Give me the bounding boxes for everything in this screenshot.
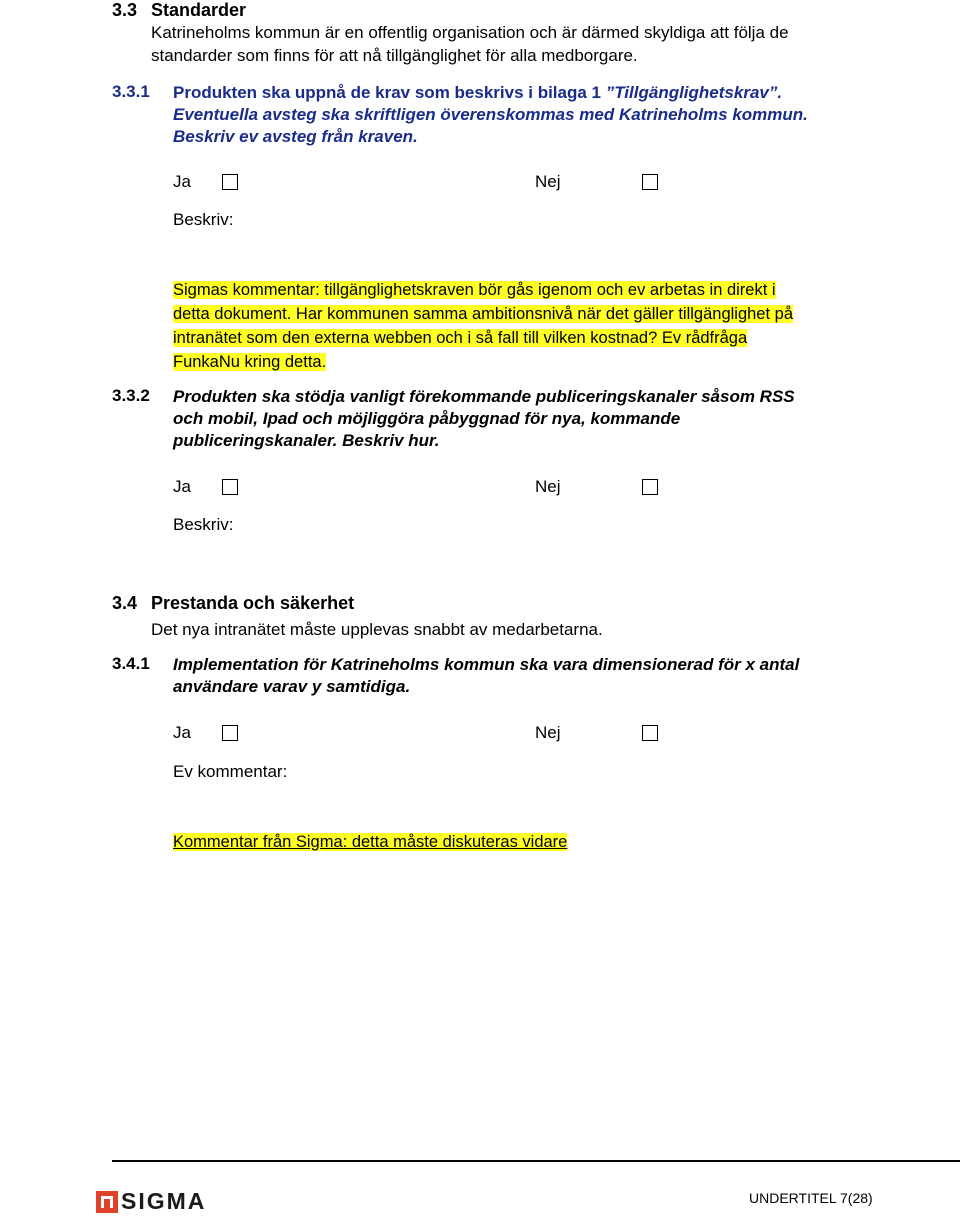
requirement-text-line: användare varav y samtidiga. [173, 677, 411, 696]
highlighted-text: Sigmas kommentar: tillgänglighetskraven bör gås igenom och ev arbetas in direkt i [173, 281, 776, 299]
nej-checkbox[interactable] [642, 174, 658, 190]
requirement-number-3-3-2: 3.3.2 [112, 386, 150, 405]
ja-label: Ja [173, 477, 191, 496]
section-title-standarder: Standarder [151, 0, 247, 20]
requirement-text-part: Produkten ska uppnå de krav som beskrivs i bilaga 1 [173, 83, 606, 102]
ja-label: Ja [173, 172, 191, 191]
nej-label: Nej [535, 172, 561, 191]
requirement-number-3-4-1: 3.4.1 [112, 654, 150, 673]
requirement-text-line: Produkten ska stödja vanligt förekommande publiceringskanaler såsom RSS [173, 387, 795, 406]
sigma-logo-mark-icon [96, 1191, 118, 1213]
highlighted-text: detta dokument. Har kommunen samma ambitionsnivå när det gäller tillgänglighet på [173, 305, 793, 323]
sigma-comment-line [173, 302, 793, 326]
sigma-logo [96, 1188, 206, 1215]
section-number-3-4: 3.4 [112, 593, 138, 613]
section-text-line: standarder som finns för att nå tillgänglighet för alla medborgare. [151, 46, 638, 65]
requirement-text-line: publiceringskanaler. Beskriv hur. [173, 431, 440, 450]
page-info: UNDERTITEL 7(28) [749, 1190, 873, 1206]
section-text-line: Katrineholms kommun är en offentlig organisation och är därmed skyldiga att följa de [151, 23, 789, 42]
requirement-text-line: Eventuella avsteg ska skriftligen överenskommas med Katrineholms kommun. [173, 105, 808, 124]
nej-checkbox[interactable] [642, 725, 658, 741]
requirement-text-part: ”Tillgänglighetskrav”. [605, 83, 783, 102]
section-number-3-3: 3.3 [112, 0, 138, 20]
requirement-text-line: Beskriv ev avsteg från kraven. [173, 127, 418, 146]
sigma-comment-line [173, 326, 747, 350]
sigma-comment-line [173, 830, 567, 854]
requirement-text-line: Implementation för Katrineholms kommun ska vara dimensionerad för x antal [173, 655, 800, 674]
sigma-logo-text: SIGMA [121, 1188, 207, 1214]
describe-label: Beskriv: [173, 210, 234, 229]
footer-rule [112, 1160, 960, 1162]
ja-label: Ja [173, 723, 191, 742]
requirement-text-line [173, 82, 782, 104]
nej-checkbox[interactable] [642, 479, 658, 495]
requirement-text-line: och mobil, Ipad och möjliggöra påbyggnad för nya, kommande [173, 409, 681, 428]
nej-label: Nej [535, 477, 561, 496]
highlighted-text: Kommentar från Sigma: detta måste diskuteras vidare [173, 833, 568, 851]
sigma-comment-line [173, 278, 776, 302]
highlighted-text: FunkaNu kring detta. [173, 353, 327, 371]
section-title-prestanda: Prestanda och säkerhet [151, 593, 355, 613]
section-text-line: Det nya intranätet måste upplevas snabbt av medarbetarna. [151, 620, 603, 639]
requirement-number-3-3-1: 3.3.1 [112, 82, 150, 101]
comment-label: Ev kommentar: [173, 762, 288, 781]
sigma-comment-line [173, 350, 326, 374]
describe-label: Beskriv: [173, 515, 234, 534]
ja-checkbox[interactable] [222, 174, 238, 190]
ja-checkbox[interactable] [222, 725, 238, 741]
ja-checkbox[interactable] [222, 479, 238, 495]
nej-label: Nej [535, 723, 561, 742]
highlighted-text: intranätet som den externa webben och i så fall till vilken kostnad? Ev rådfråga [173, 329, 748, 347]
